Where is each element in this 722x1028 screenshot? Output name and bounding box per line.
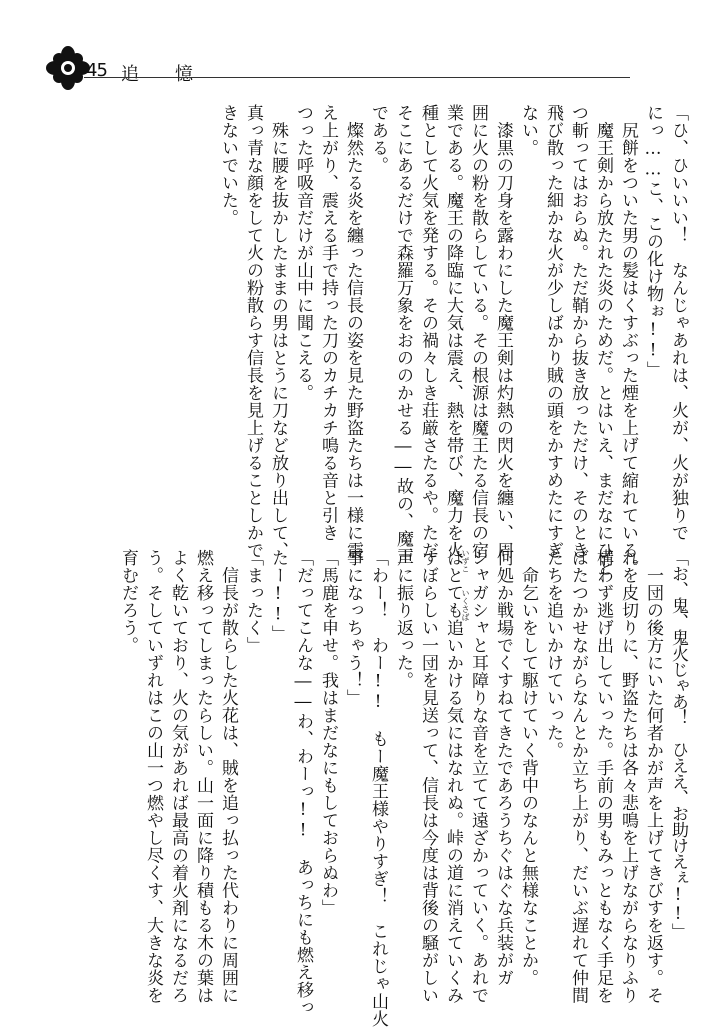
text-column: え上がり、震える手で持った刀のカチカチ鳴る音と引き [318,104,338,542]
text-column: 尻餅をついた男の髪はくすぶった煙を上げて縮れている。 [618,104,638,577]
page-number: 45 [86,60,107,81]
page-header [40,42,630,92]
text-column: たー!!」 [268,549,288,643]
text-column: 構わず逃げ出していった。手前の男もみっともなく手足を [593,549,613,1004]
text-column: にっ……こ、この化け物ぉ!!」 [643,104,663,379]
text-column: 声に振り返った。 [393,549,413,689]
text-column: 「まったく」 [243,549,263,654]
text-column: 「ひ、ひいいい！ なんじゃあれは、火が、火が独りで [668,104,688,542]
ruby-annotation [461,549,469,621]
text-column: 信長が散らした火花は、賊を追っ払った代わりに周囲に [218,549,238,1004]
text-column: である。 [368,104,388,174]
text-column: 飛び散った細かな火が少しばかり賊の頭をかすめたにすぎ [543,104,563,559]
text-column: はとても追いかける気にはなれぬ。峠の道に消えていくみ [443,549,463,1004]
text-column: 一団の後方にいた何者かが声を上げてきびすを返す。そ [643,549,663,1004]
text-column: 真っ青な顔をして火の粉散らす信長を見上げることしかで [243,104,263,559]
text-column: 殊に腰を抜かしたままの男はとうに刀など放り出して、 [268,104,288,559]
text-column: つ斬ってはおらぬ。ただ鞘から抜き放っただけ、そのとき [568,104,588,559]
chapter-title: 追憶 [121,64,229,85]
text-column: 魔王剣から放たれた炎のためだ。とはいえ、まだなにひと [593,104,613,577]
text-column: 命乞いをして駆けていく背中のなんと無様なことか。 [518,549,538,987]
text-column: 漆黒の刀身を露わにした魔王剣は灼熱の閃火を纏い、周 [493,104,513,559]
text-column: 燦然たる炎を纏った信長の姿を見た野盗たちは一様に震 [343,104,363,559]
text-column: 「馬鹿を申せ。我はまだなにもしておらぬわ」 [318,549,338,917]
ruby-text: いずこ いくさば [461,549,470,621]
text-column: つった呼吸音だけが山中に聞こえる。 [293,104,313,402]
text-column: 「だってこんな――わ、わーっ!! あっちにも燃え移っ [293,549,313,1016]
text-column: 「お、鬼、鬼火じゃあ！ ひええ、お助けえぇ!!」 [668,549,688,939]
text-column: 何処か戦場でくすねてきたであろうちぐはぐな兵装がガ [493,549,513,987]
text-column: よく乾いており、火の気があれば最高の着火剤になるだろ [168,549,188,1004]
text-column: ない。 [518,104,538,157]
text-column: すぼらしい一団を見送って、信長は今度は背後の騒がしい [418,549,438,1004]
text-column: シャガシャと耳障りな音を立てて遠ざかっていく。あれで [468,549,488,1004]
text-column: たちを追いかけていった。 [543,549,563,759]
text-column: れを皮切りに、野盗たちは各々悲鳴を上げながらなりふり [618,549,638,1004]
text-column: 「わー！ わー!! もー魔王様やりすぎ！ これじゃ山火 [368,549,388,1028]
lower-text-block [0,549,722,1028]
text-column: 囲に火の粉を散らしている。その根源は魔王たる信長の宿 [468,104,488,559]
text-column: 事になっちゃう！」 [343,549,363,707]
text-column: 燃え移ってしまったらしい。山一面に降り積もる木の葉は [193,549,213,1004]
text-column: 業である。魔王の降臨に大気は震え、熱を帯び、魔力を火 [443,104,463,559]
header-rule [84,77,630,78]
text-column: う。そしていずれはこの山一つ燃やし尽くす、大きな炎を [143,549,163,1004]
text-column: きないでいた。 [218,104,238,227]
text-column: そこにあるだけで森羅万象をおののかせる――故の、魔王 [393,104,413,565]
text-column: ばたつかせながらなんとか立ち上がり、だいぶ遅れて仲間 [568,549,588,1004]
upper-text-block [0,104,722,577]
flower-icon [46,46,90,90]
text-column: 育むだろう。 [118,549,138,654]
text-column: 種として火気を発する。その禍々しき荘厳さたるや。ただ [418,104,438,559]
